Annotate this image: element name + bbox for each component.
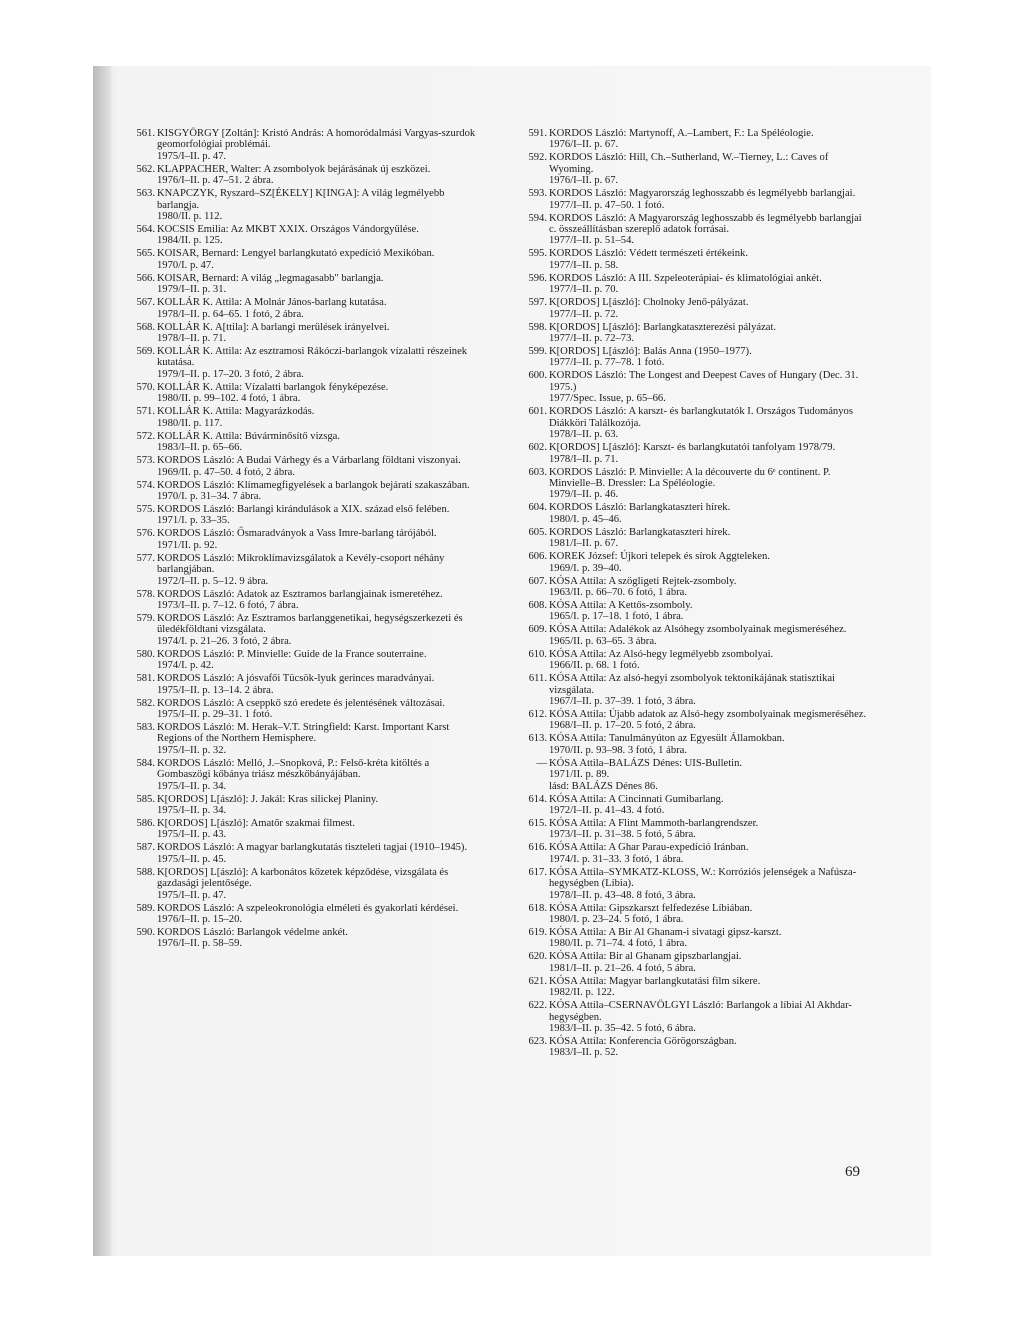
entry-number: 564. <box>136 224 155 236</box>
entry-reference: 1965/I. p. 17–18. 1 fotó, 1 ábra. <box>549 611 684 623</box>
entry-title: K[ORDOS] L[ászló]: Amatőr szakmai filmest. <box>157 818 356 829</box>
entry-number: 623. <box>528 1036 547 1048</box>
bibliography-entry <box>516 842 871 865</box>
entry-reference: 1967/I–II. p. 37–39. 1 fotó, 3 ábra. <box>549 695 696 707</box>
bibliography-entry <box>124 758 479 792</box>
entry-number: 571. <box>136 406 155 418</box>
bibliography-entry <box>516 248 871 271</box>
entry-reference: 1975/I–II. p. 47. <box>157 889 227 901</box>
entry-number: 619. <box>528 927 547 939</box>
entry-title: KOLLÁR K. Attila: A Molnár János-barlang kutatása. <box>157 297 387 309</box>
bibliography-entry <box>516 673 871 707</box>
entry-number: 591. <box>528 128 547 139</box>
bibliography-entry <box>516 867 871 901</box>
entry-title: KORDOS László: Klímamegfigyelések a barlangok bejárati szakaszában. <box>157 479 470 491</box>
entry-number: 592. <box>528 152 547 164</box>
entry-number: 572. <box>136 430 155 442</box>
bibliography-entry <box>124 431 479 454</box>
entry-title: KORDOS László: Melló, J.–Snopková, P.: Felső-kréta kitöltés a Gombaszögi kőbánya triász mészkőbányájában. <box>157 757 430 781</box>
entry-title: KÓSA Attila: Tanulmányúton az Egyesült Államokban. <box>549 733 785 745</box>
entry-title: KISGYÖRGY [Zoltán]: Kristó András: A homoródalmási Vargyas-szurdok geomorfológiai problémái. <box>157 128 476 151</box>
entry-title: KORDOS László: P. Minvielle: Guide de la France souterraine. <box>157 648 427 660</box>
entry-reference: 1980/II. p. 117. <box>157 417 223 429</box>
bibliography-entry <box>516 467 871 501</box>
entry-number: 618. <box>528 902 547 914</box>
bibliography-entry <box>516 213 871 247</box>
entry-reference: 1980/I. p. 45–46. <box>549 513 622 525</box>
entry-reference: 1975/I–II. p. 34. <box>157 805 227 816</box>
entry-title: KOCSIS Emilia: Az MKBT XXIX. Országos Vándorgyűlése. <box>157 224 419 236</box>
bibliography-entry <box>516 951 871 974</box>
entry-title: KÓSA Attila: A Cincinnati Gumibarlang. <box>549 793 724 805</box>
bibliography-entry <box>516 624 871 647</box>
entry-reference: 1979/I–II. p. 31. <box>157 284 227 296</box>
entry-title: KÓSA Attila: Gipszkarszt felfedezése Líbiában. <box>549 902 753 914</box>
entry-title: KORDOS László: P. Minvielle: A la découverte du 6ᵉ continent. P. Minvielle–B. Dressler: La Spéléologie. <box>549 466 831 489</box>
entry-reference: 1975/I–II. p. 13–14. 2 ábra. <box>157 684 274 696</box>
bibliography-entry <box>516 152 871 186</box>
entry-reference: 1983/I–II. p. 52. <box>549 1047 619 1059</box>
entry-note: lásd: BALÁZS Dénes 86. <box>549 780 658 792</box>
bibliography-entry <box>516 551 871 574</box>
entry-reference: 1984/II. p. 125. <box>157 235 223 247</box>
bibliography-entry <box>124 818 479 841</box>
left-column <box>124 128 479 951</box>
entry-title: K[ORDOS] L[ászló]: Balás Anna (1950–1977). <box>549 346 752 358</box>
entry-number: 578. <box>136 588 155 600</box>
bibliography-entry <box>124 589 479 612</box>
entry-reference: 1981/I–II. p. 67. <box>549 538 619 550</box>
entry-title: KORDOS László: Barlangkataszteri hírek. <box>549 526 731 538</box>
entry-number: 575. <box>136 503 155 515</box>
bibliography-entry <box>516 733 871 756</box>
entry-reference: 1974/I. p. 42. <box>157 660 214 672</box>
bibliography-entry <box>124 480 479 503</box>
entry-number: 620. <box>528 951 547 963</box>
entry-title: KORDOS László: Martynoff, A.–Lambert, F.: La Spéléologie. <box>549 128 814 139</box>
entry-number: 589. <box>136 902 155 914</box>
entry-reference: 1975/I–II. p. 43. <box>157 829 227 841</box>
entry-reference: 1977/I–II. p. 51–54. <box>549 235 635 247</box>
entry-number: 581. <box>136 673 155 685</box>
entry-reference: 1979/I–II. p. 46. <box>549 489 619 501</box>
entry-number: 573. <box>136 455 155 467</box>
bibliography-entry <box>124 455 479 478</box>
entry-reference: 1970/II. p. 93–98. 3 fotó, 1 ábra. <box>549 744 687 756</box>
entry-reference: 1978/I–II. p. 71. <box>157 333 227 345</box>
bibliography-entry <box>124 273 479 296</box>
bibliography-entry <box>124 613 479 647</box>
entry-title: KORDOS László: Barlangok védelme ankét. <box>157 927 348 939</box>
bibliography-entry <box>124 673 479 696</box>
bibliography-entry <box>124 649 479 672</box>
entry-number: 614. <box>528 793 547 805</box>
entry-reference: 1976/I–II. p. 67. <box>549 139 619 151</box>
entry-reference: 1975/I–II. p. 29–31. 1 fotó. <box>157 708 273 720</box>
bibliography-entry <box>124 406 479 429</box>
entry-reference: 1971/I. p. 33–35. <box>157 515 230 527</box>
entry-number: 604. <box>528 502 547 514</box>
entry-reference: 1974/I. p. 31–33. 3 fotó, 1 ábra. <box>549 853 684 865</box>
entry-number: 601. <box>528 406 547 418</box>
bibliography-entry <box>124 224 479 247</box>
entry-number: 576. <box>136 528 155 540</box>
entry-reference: 1971/II. p. 92. <box>157 539 218 551</box>
bibliography-entry <box>516 576 871 599</box>
entry-number: 615. <box>528 818 547 829</box>
entry-number: 569. <box>136 346 155 358</box>
entry-number: 605. <box>528 526 547 538</box>
bibliography-entry <box>124 248 479 271</box>
entry-number: 586. <box>136 818 155 829</box>
entry-reference: 1977/I–II. p. 72–73. <box>549 333 635 345</box>
entry-reference: 1973/I–II. p. 7–12. 6 fotó, 7 ábra. <box>157 599 299 611</box>
bibliography-entry <box>124 128 479 162</box>
entry-title: KORDOS László: Védett természeti értékeink. <box>549 248 748 260</box>
entry-number: 597. <box>528 297 547 309</box>
entry-reference: 1980/I. p. 23–24. 5 fotó, 1 ábra. <box>549 914 684 926</box>
bibliography-entry <box>124 698 479 721</box>
entry-number: 570. <box>136 381 155 393</box>
entry-number: 612. <box>528 708 547 720</box>
entry-title: KNAPCZYK, Ryszard–SZ[ÉKELY] K[INGA]: A világ legmélyebb barlangja. <box>157 188 445 211</box>
entry-title: K[ORDOS] L[ászló]: Cholnoky Jenő-pályázat. <box>549 297 749 309</box>
entry-number: 585. <box>136 793 155 805</box>
entry-title: KOLLÁR K. Attila: Vízalatti barlangok fényképezése. <box>157 381 389 393</box>
entry-title: KÓSA Attila–BALÁZS Dénes: UIS-Bulletin. <box>549 757 743 769</box>
bibliography-entry <box>124 553 479 587</box>
entry-title: KORDOS László: A magyar barlangkutatás tiszteleti tagjai (1910–1945). <box>157 842 468 854</box>
bibliography-entry <box>124 903 479 926</box>
bibliography-entry <box>516 346 871 369</box>
entry-title: KÓSA Attila: Magyar barlangkutatási film sikere. <box>549 975 761 987</box>
entry-reference: 1972/I–II. p. 5–12. 9 ábra. <box>157 575 269 587</box>
entry-number: 574. <box>136 479 155 491</box>
entry-title: K[ORDOS] L[ászló]: J. Jakál: Kras silickej Planiny. <box>157 793 379 805</box>
entry-number: 561. <box>136 128 155 139</box>
right-column <box>516 128 871 1060</box>
entry-reference: 1975/I–II. p. 45. <box>157 853 227 865</box>
bibliography-entry <box>516 758 871 792</box>
entry-title: KOREK József: Újkori telepek és sírok Aggteleken. <box>549 551 770 563</box>
entry-reference: 1978/I–II. p. 63. <box>549 429 619 441</box>
bibliography-entry <box>516 649 871 672</box>
entry-number: 593. <box>528 188 547 200</box>
entry-reference: 1977/I–II. p. 70. <box>549 284 619 296</box>
bibliography-entry <box>124 346 479 380</box>
entry-reference: 1970/I. p. 47. <box>157 259 214 271</box>
entry-title: KORDOS László: Ősmaradványok a Vass Imre-barlang tárójából. <box>157 528 437 540</box>
bibliography-entry <box>124 927 479 950</box>
entry-reference: 1968/I–II. p. 17–20. 5 fotó, 2 ábra. <box>549 720 696 732</box>
entry-number: 588. <box>136 866 155 878</box>
bibliography-entry <box>516 442 871 465</box>
entry-title: KORDOS László: A Budai Várhegy és a Várbarlang földtani viszonyai. <box>157 455 461 467</box>
entry-title: KORDOS László: M. Herak–V.T. Stringfield: Karst. Important Karst Regions of the Northern Hemisphere. <box>157 721 450 745</box>
entry-number: 617. <box>528 866 547 878</box>
bibliography-entry <box>516 903 871 926</box>
entry-reference: 1963/II. p. 66–70. 6 fotó, 1 ábra. <box>549 586 687 598</box>
bibliography-entry <box>516 1036 871 1059</box>
entry-reference: 1975/I–II. p. 32. <box>157 744 227 756</box>
bibliography-entry <box>124 794 479 817</box>
entry-number: 603. <box>528 466 547 478</box>
entry-reference: 1980/II. p. 99–102. 4 fotó, 1 ábra. <box>157 393 301 405</box>
bibliography-entry <box>124 842 479 865</box>
entry-number: 599. <box>528 346 547 358</box>
entry-reference: 1980/II. p. 112. <box>157 211 223 223</box>
entry-number: 606. <box>528 551 547 563</box>
entry-reference: 1979/I–II. p. 17–20. 3 fotó, 2 ábra. <box>157 368 304 380</box>
entry-number: 596. <box>528 272 547 284</box>
entry-number: 567. <box>136 297 155 309</box>
entry-number: 584. <box>136 757 155 769</box>
entry-number: 562. <box>136 163 155 175</box>
entry-reference: 1969/II. p. 47–50. 4 fotó, 2 ábra. <box>157 466 295 478</box>
entry-number: 610. <box>528 648 547 660</box>
entry-title: KORDOS László: Az Esztramos barlanggenetikai, hegységszerkezeti és üledékföldtani vizsgálata. <box>157 612 463 636</box>
entry-reference: 1977/I–II. p. 47–50. 1 fotó. <box>549 199 665 211</box>
entry-number: 609. <box>528 624 547 636</box>
bibliography-entry <box>516 188 871 211</box>
entry-reference: 1980/II. p. 71–74. 4 fotó, 1 ábra. <box>549 938 687 950</box>
entry-reference: 1976/I–II. p. 47–51. 2 ábra. <box>157 175 274 187</box>
entry-title: KORDOS László: A cseppkő szó eredete és jelentésének változásai. <box>157 697 446 709</box>
entry-reference: 1976/I–II. p. 15–20. <box>157 914 243 926</box>
bibliography-entry <box>124 188 479 222</box>
entry-title: KORDOS László: A Magyarország leghosszabb és legmélyebb barlangjai c. összeállításban szereplő adatok forrásai. <box>549 212 862 236</box>
bibliography-entry <box>516 927 871 950</box>
entry-title: KORDOS László: A jósvafői Tücsök-lyuk gerinces maradványai. <box>157 673 435 685</box>
bibliography-entry <box>124 504 479 527</box>
bibliography-page <box>124 128 894 1208</box>
bibliography-entry <box>124 382 479 405</box>
entry-number: 563. <box>136 188 155 200</box>
entry-title: KOISAR, Bernard: A világ „legmagasabb" barlangja. <box>157 272 384 284</box>
entry-reference: 1966/II. p. 68. 1 fotó. <box>549 660 640 672</box>
entry-title: KÓSA Attila: A Ghar Parau-expedíció Iránban. <box>549 842 749 854</box>
entry-title: KORDOS László: Hill, Ch.–Sutherland, W.–Tierney, L.: Caves of Wyoming. <box>549 152 829 175</box>
entry-title: K[ORDOS] L[ászló]: A karbonátos kőzetek képződése, vizsgálata és gazdasági jelentősége. <box>157 866 449 890</box>
entry-reference: 1977/Spec. Issue, p. 65–66. <box>549 393 666 405</box>
entry-number: 580. <box>136 648 155 660</box>
bibliography-entry <box>516 297 871 320</box>
entry-title: KÓSA Attila: Az Alsó-hegy legmélyebb zsombolyai. <box>549 648 774 660</box>
entry-reference: 1970/I. p. 31–34. 7 ábra. <box>157 490 262 502</box>
entry-title: KOLLÁR K. Attila: Búvárminősítő vizsga. <box>157 430 341 442</box>
entry-title: KÓSA Attila: A Bir Al Ghanam-i sivatagi gipsz-karszt. <box>549 927 782 939</box>
entry-title: KORDOS László: The Longest and Deepest Caves of Hungary (Dec. 31. 1975.) <box>549 370 859 393</box>
entry-number: — <box>536 757 547 769</box>
entry-number: 566. <box>136 272 155 284</box>
entry-title: KÓSA Attila: A szögligeti Rejtek-zsomboly. <box>549 575 737 587</box>
entry-number: 611. <box>528 673 547 685</box>
entry-reference: 1978/I–II. p. 43–48. 8 fotó, 3 ábra. <box>549 889 696 901</box>
entry-title: K[ORDOS] L[ászló]: Barlangkataszterezési pályázat. <box>549 321 777 333</box>
page-number: 69 <box>845 1164 860 1180</box>
entry-number: 565. <box>136 248 155 260</box>
entry-number: 583. <box>136 721 155 733</box>
entry-reference: 1965/II. p. 63–65. 3 ábra. <box>549 635 657 647</box>
bibliography-entry <box>516 370 871 404</box>
entry-title: KORDOS László: Mikroklímavizsgálatok a Kevély-csoport néhány barlangjában. <box>157 552 445 576</box>
entry-title: KORDOS László: Barlangi kirándulások a XIX. század első felében. <box>157 503 450 515</box>
entry-number: 579. <box>136 612 155 624</box>
entry-reference: 1977/I–II. p. 77–78. 1 fotó. <box>549 357 665 369</box>
entry-title: KÓSA Attila: Konferencia Görögországban. <box>549 1036 737 1048</box>
entry-title: KÓSA Attila: A Kettős-zsomboly. <box>549 599 693 611</box>
bibliography-entry <box>124 322 479 345</box>
entry-reference: 1973/I–II. p. 31–38. 5 fotó, 5 ábra. <box>549 829 696 841</box>
entry-title: KOLLÁR K. Attila: Magyarázkodás. <box>157 406 315 418</box>
bibliography-entry <box>124 528 479 551</box>
entry-title: KÓSA Attila: A Flint Mammoth-barlangrendszer. <box>549 818 759 829</box>
entry-title: KORDOS László: A III. Szpeleoterápiai- és klimatológiai ankét. <box>549 272 822 284</box>
entry-reference: 1983/I–II. p. 65–66. <box>157 442 243 454</box>
entry-number: 568. <box>136 321 155 333</box>
entry-number: 602. <box>528 442 547 454</box>
bibliography-entry <box>124 867 479 901</box>
bibliography-entry <box>516 818 871 841</box>
entry-number: 595. <box>528 248 547 260</box>
bibliography-entry <box>516 406 871 440</box>
bibliography-entry <box>516 502 871 525</box>
entry-title: K[ORDOS] L[ászló]: Karszt- és barlangkutatói tanfolyam 1978/79. <box>549 442 836 454</box>
bibliography-entry <box>516 976 871 999</box>
entry-number: 590. <box>136 927 155 939</box>
entry-number: 608. <box>528 599 547 611</box>
bibliography-entry <box>516 600 871 623</box>
entry-reference: 1977/I–II. p. 58. <box>549 259 619 271</box>
entry-number: 600. <box>528 370 547 382</box>
entry-title: KORDOS László: A szpeleokronológia elméleti és gyakorlati kérdései. <box>157 902 459 914</box>
entry-reference: 1982/II. p. 122. <box>549 987 615 999</box>
entry-title: KOISAR, Bernard: Lengyel barlangkutató expedíció Mexikóban. <box>157 248 435 260</box>
bibliography-entry <box>516 1000 871 1034</box>
entry-reference: 1976/I–II. p. 67. <box>549 175 619 187</box>
entry-reference: 1969/I. p. 39–40. <box>549 562 622 574</box>
entry-title: KÓSA Attila–SYMKATZ-KLOSS, W.: Korróziós jelenségek a Nafúsza-hegységben (Líbia). <box>549 866 857 890</box>
entry-title: KÓSA Attila: Bir al Ghanam gipszbarlangjai. <box>549 951 742 963</box>
entry-reference: 1977/I–II. p. 72. <box>549 308 619 320</box>
entry-reference: 1975/I–II. p. 47. <box>157 150 227 162</box>
bibliography-entry <box>516 322 871 345</box>
entry-number: 577. <box>136 552 155 564</box>
entry-number: 587. <box>136 842 155 854</box>
entry-title: KLAPPACHER, Walter: A zsombolyok bejárásának új eszközei. <box>157 163 431 175</box>
bibliography-entry <box>516 527 871 550</box>
entry-title: KÓSA Attila: Az alsó-hegyi zsombolyok tektonikájának statisztikai vizsgálata. <box>549 673 835 696</box>
bibliography-entry <box>516 128 871 151</box>
entry-title: KORDOS László: A karszt- és barlangkutatók I. Országos Tudományos Diákköri Találkozója. <box>549 406 853 429</box>
entry-title: KORDOS László: Barlangkataszteri hírek. <box>549 502 731 514</box>
entry-title: KOLLÁR K. A[ttila]: A barlangi merülések irányelvei. <box>157 321 390 333</box>
entry-title: KÓSA Attila: Újabb adatok az Alsó-hegy zsombolyainak megismeréséhez. <box>549 708 867 720</box>
entry-number: 622. <box>528 1000 547 1012</box>
entry-reference: 1971/II. p. 89. <box>549 769 610 781</box>
entry-number: 607. <box>528 575 547 587</box>
entry-reference: 1978/I–II. p. 71. <box>549 453 619 465</box>
entry-reference: 1976/I–II. p. 58–59. <box>157 938 243 950</box>
entry-title: KOLLÁR K. Attila: Az esztramosi Rákóczi-barlangok vízalatti részeinek kutatása. <box>157 346 468 369</box>
entry-number: 598. <box>528 321 547 333</box>
bibliography-entry <box>124 722 479 756</box>
entry-reference: 1974/I. p. 21–26. 3 fotó, 2 ábra. <box>157 635 292 647</box>
entry-reference: 1975/I–II. p. 34. <box>157 780 227 792</box>
entry-number: 616. <box>528 842 547 854</box>
entry-title: KORDOS László: Adatok az Esztramos barlangjainak ismeretéhez. <box>157 588 443 600</box>
entry-reference: 1981/I–II. p. 21–26. 4 fotó, 5 ábra. <box>549 962 696 974</box>
entry-number: 582. <box>136 697 155 709</box>
entry-number: 594. <box>528 212 547 224</box>
bibliography-entry <box>516 709 871 732</box>
bibliography-entry <box>516 794 871 817</box>
entry-reference: 1983/I–II. p. 35–42. 5 fotó, 6 ábra. <box>549 1023 696 1035</box>
entry-title: KORDOS László: Magyarország leghosszabb és legmélyebb barlangjai. <box>549 188 856 200</box>
entry-title: KÓSA Attila–CSERNAVÖLGYI László: Barlangok a líbiai Al Akhdar-hegységben. <box>549 1000 852 1023</box>
entry-number: 613. <box>528 733 547 745</box>
entry-title: KÓSA Attila: Adalékok az Alsóhegy zsombolyainak megismeréséhez. <box>549 624 847 636</box>
bibliography-entry <box>124 297 479 320</box>
entry-number: 621. <box>528 975 547 987</box>
entry-reference: 1978/I–II. p. 64–65. 1 fotó, 2 ábra. <box>157 308 304 320</box>
entry-reference: 1972/I–II. p. 41–43. 4 fotó. <box>549 805 665 816</box>
bibliography-entry <box>124 164 479 187</box>
bibliography-entry <box>516 273 871 296</box>
